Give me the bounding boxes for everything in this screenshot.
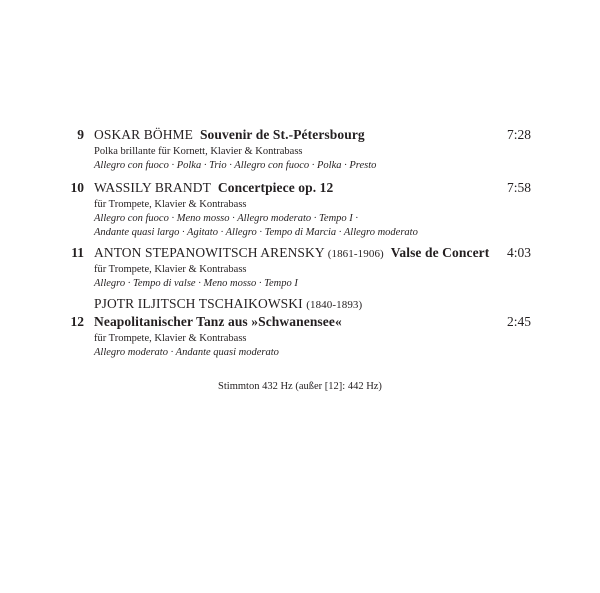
- instrumentation: für Trompete, Klavier & Kontrabass: [94, 199, 247, 210]
- composer-years: (1840-1893): [306, 299, 363, 311]
- composer-name: ANTON STEPANOWITSCH ARENSKY: [94, 245, 325, 260]
- movements-line: Allegro moderato · Andante quasi moderato: [94, 347, 279, 358]
- composer-name: OSKAR BÖHME: [94, 127, 193, 142]
- work-title: Souvenir de St.-Pétersbourg: [199, 127, 365, 142]
- instrumentation: Polka brillante für Kornett, Klavier & Kontrabass: [94, 146, 303, 157]
- movements-line: Allegro con fuoco · Meno mosso · Allegro moderato · Tempo I ·: [94, 213, 359, 224]
- work-title: Neapolitanischer Tanz aus »Schwanensee«: [94, 314, 342, 329]
- track-number: 12: [70, 314, 84, 329]
- work-title: Valse de Concert: [390, 245, 490, 260]
- track-duration: 7:28: [506, 127, 531, 142]
- track-heading: [94, 245, 489, 261]
- composer-years: (1861-1906): [327, 248, 384, 260]
- track-heading: [94, 314, 342, 330]
- track-duration: 2:45: [506, 314, 531, 329]
- track-number: 9: [77, 127, 84, 142]
- movements-line: Andante quasi largo · Agitato · Allegro · Tempo di Marcia · Allegro moderato: [94, 227, 418, 238]
- work-title: Concertpiece op. 12: [217, 180, 334, 195]
- track-duration: 4:03: [506, 245, 531, 260]
- tuning-footnote: Stimmton 432 Hz (außer [12]: 442 Hz): [218, 381, 382, 392]
- track-heading: [94, 180, 333, 196]
- instrumentation: für Trompete, Klavier & Kontrabass: [94, 264, 247, 275]
- instrumentation: für Trompete, Klavier & Kontrabass: [94, 333, 247, 344]
- track-heading: [94, 127, 365, 143]
- track-number: 11: [71, 245, 84, 260]
- movements-line: Allegro con fuoco · Polka · Trio · Allegro con fuoco · Polka · Presto: [94, 160, 377, 171]
- composer-name: WASSILY BRANDT: [94, 180, 211, 195]
- composer-heading: [94, 296, 362, 312]
- composer-name: PJOTR ILJITSCH TSCHAIKOWSKI: [94, 296, 303, 311]
- movements-line: Allegro · Tempo di valse · Meno mosso · Tempo I: [94, 278, 298, 289]
- track-number: 10: [70, 180, 84, 195]
- track-duration: 7:58: [506, 180, 531, 195]
